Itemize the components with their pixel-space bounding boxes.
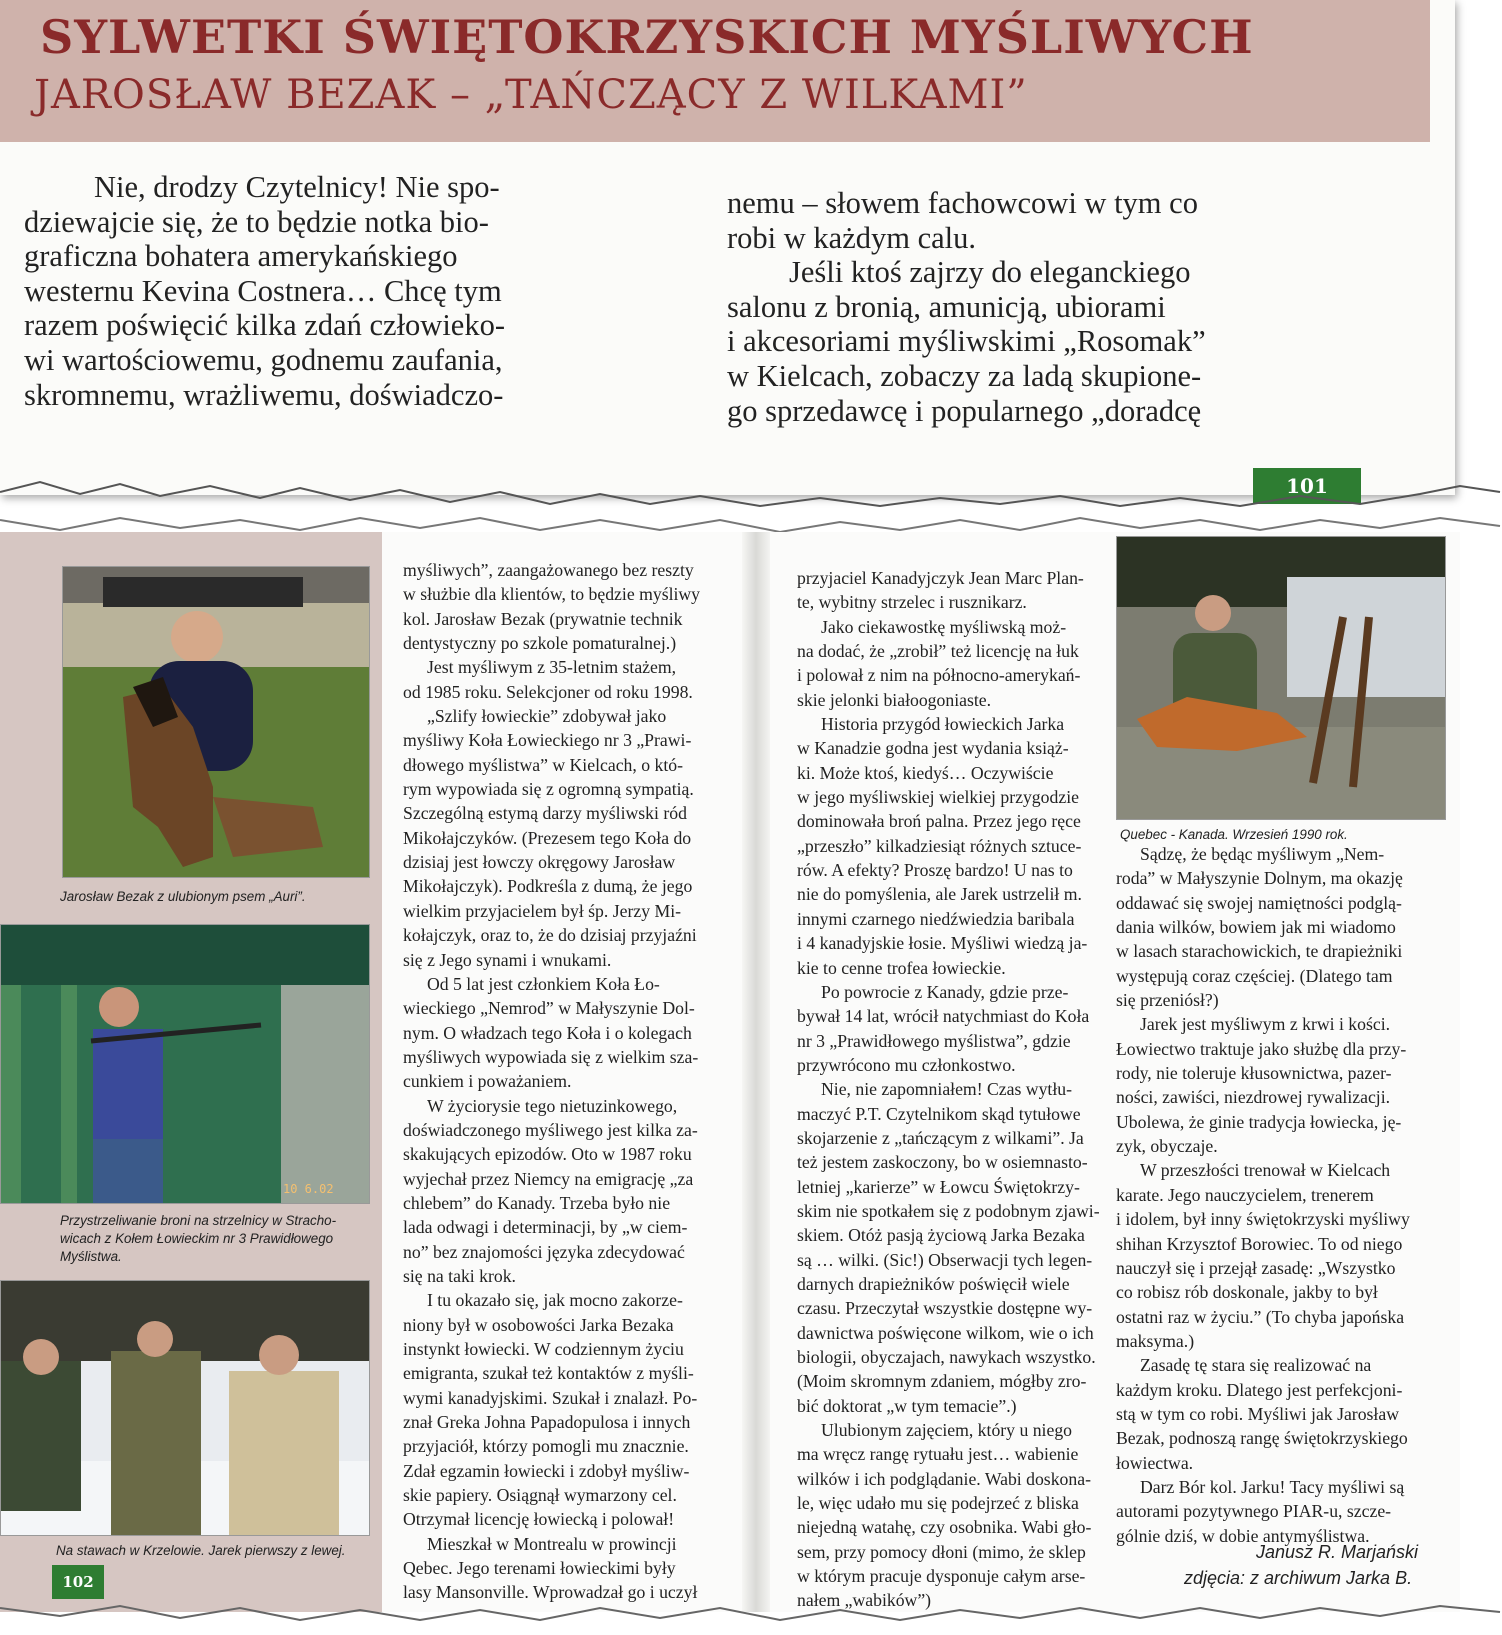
text-line: lada odwagi i determinacji, by „w ciem-	[403, 1217, 688, 1238]
torn-edge	[0, 1598, 1502, 1628]
photo-quebec-fox	[1116, 536, 1446, 820]
text-line: I tu okazało się, jak mocno zakorze-	[427, 1290, 683, 1311]
text-line: instynkt łowiecki. W codziennym życiu	[403, 1339, 684, 1359]
photo-shooting-range	[0, 924, 370, 1204]
text-line: Szczególną estymą darzy myśliwski ród	[403, 803, 687, 824]
text-line: „przeszło” kilkadziesiąt różnych sztuce-	[797, 835, 1082, 856]
text-line: nałem „wabików”)	[797, 1590, 932, 1611]
intro-line: Nie, drodzy Czytelnicy! Nie spo-	[94, 170, 500, 204]
text-line: łowiectwa.	[1116, 1452, 1194, 1473]
text-line: te, wybitny strzelec i rusznikarz.	[797, 592, 1027, 613]
text-line: autorami pozytywnego PIAR-u, szcze-	[1116, 1501, 1392, 1522]
page-number-badge: 101	[1253, 468, 1361, 504]
text-column-3	[1116, 842, 1410, 1548]
text-line: kołajczyk, oraz to, że do dzisiaj przyjaźni	[403, 925, 697, 946]
text-line: darnych drapieżników poświęcił wiele	[797, 1273, 1070, 1294]
text-line: wymi kanadyjskimi. Szukał i znalazł. Po-	[403, 1387, 698, 1408]
intro-line: skromnemu, wrażliwemu, doświadczo-	[24, 377, 504, 412]
text-line: się przeniósł?)	[1116, 990, 1219, 1011]
text-line: czasu. Przeczytał wszystkie dostępne wy-	[797, 1298, 1093, 1319]
text-line: znał Greka Johna Papadopulosa i innych	[403, 1412, 691, 1433]
text-line: Bezak, podnoszą rangę świętokrzyskiego	[1116, 1428, 1408, 1449]
intro-right-column	[727, 186, 1367, 428]
text-line: dania wilków, bowiem jak mi wiadomo	[1116, 917, 1396, 938]
text-line: od 1985 roku. Selekcjoner od roku 1998.	[403, 681, 693, 702]
text-line: ma wręcz rangę rytuału jest… wabienie	[797, 1444, 1079, 1465]
text-line: Historia przygód łowieckich Jarka	[821, 714, 1065, 735]
intro-line: Jeśli ktoś zajrzy do eleganckiego	[789, 255, 1191, 290]
text-line: i idolem, był inny świętokrzyski myśliwy	[1116, 1209, 1410, 1230]
gutter	[742, 532, 770, 1612]
text-line: niejedną watahę, czy osobnika. Wabi gło-	[797, 1517, 1092, 1538]
text-line: Darz Bór kol. Jarku! Tacy myśliwi są	[1140, 1476, 1405, 1497]
author-name: Janusz R. Marjański	[1256, 1542, 1419, 1562]
text-line: maczyć P.T. Czytelnikom skąd tytułowe	[797, 1103, 1081, 1124]
text-line: (Moim skromnym zdaniem, mógłby zro-	[797, 1371, 1087, 1392]
text-line: W przeszłości trenował w Kielcach	[1140, 1160, 1391, 1181]
text-line: Jako ciekawostkę myśliwską moż-	[821, 616, 1067, 637]
text-line: skie jelonki białoogoniaste.	[797, 689, 992, 710]
text-line: w Kanadzie godna jest wydania książ-	[797, 738, 1069, 759]
text-line: karate. Jego nauczycielem, trenerem	[1116, 1184, 1374, 1205]
text-line: innymi czarnego niedźwiedzia baribala	[797, 908, 1075, 929]
text-line: przyjaciel Kanadyjczyk Jean Marc Plan-	[797, 568, 1084, 588]
text-line: Jarek jest myśliwym z krwi i kości.	[1140, 1014, 1391, 1035]
text-line: maksyma.)	[1116, 1330, 1195, 1351]
photo-caption: Na stawach w Krzelowie. Jarek pierwszy z lewej.	[56, 1543, 346, 1558]
text-line: dominowała broń palna. Przez jego ręce	[797, 811, 1081, 832]
text-line: wieckiego „Nemrod” w Małyszynie Dol-	[403, 998, 695, 1019]
text-line: oddawać się swojej namiętności podglą-	[1116, 892, 1402, 913]
text-line: w lasach starachowickich, te drapieżniki	[1116, 941, 1403, 962]
photo-caption: Jarosław Bezak z ulubionym psem „Auri”.	[60, 889, 306, 904]
text-line: niony był w osobowości Jarka Bezaka	[403, 1314, 674, 1335]
text-line: nauczył się i przejął zasadę: „Wszystko	[1116, 1257, 1396, 1278]
text-line: doświadczonego myśliwego jest kilka za-	[403, 1119, 698, 1140]
intro-left-column	[24, 170, 664, 412]
text-line: są … wilki. (Sic!) Obserwacji tych legen-	[797, 1249, 1093, 1270]
photo-date-stamp: 10 6.02	[283, 1182, 334, 1196]
text-line: Od 5 lat jest członkiem Koła Ło-	[427, 973, 660, 994]
text-line: Jest myśliwym z 35-letnim stażem,	[427, 657, 677, 678]
text-line: rów. A efekty? Proszę bardzo! U nas to	[797, 860, 1073, 881]
text-line: występują coraz częściej. (Dlatego tam	[1116, 965, 1393, 986]
text-line: sem, przy pomocy dłoni (mimo, że sklep	[797, 1541, 1086, 1562]
text-line: Qebec. Jego terenami łowieckimi były	[403, 1558, 676, 1579]
photo-caption: Quebec - Kanada. Wrzesień 1990 rok.	[1120, 827, 1348, 842]
text-line: gólnie dziś, w dobie antymyślistwa.	[1116, 1525, 1370, 1546]
text-line: stą w tym co robi. Myśliwi jak Jarosław	[1116, 1403, 1399, 1424]
text-line: w którym pracuje dysponuje całym arse-	[797, 1566, 1086, 1587]
text-line: dzisiaj jest łowczy okręgowy Jarosław	[403, 852, 676, 873]
text-line: skim nie spotkałem się z podobnym zjawi-	[797, 1200, 1100, 1221]
text-line: nym. O władzach tego Koła i o kolegach	[403, 1022, 692, 1043]
text-line: Ulubionym zajęciem, który u niego	[821, 1420, 1073, 1441]
text-line: dłowego myślistwa” w Kielcach, o któ-	[403, 754, 683, 775]
caption-line: Myślistwa.	[60, 1249, 122, 1264]
text-line: Łowiectwo traktuje jako służbę dla przy-	[1116, 1038, 1407, 1059]
text-line: bić doktorat „w tym temacie”.)	[797, 1395, 1017, 1416]
text-line: nr 3 „Prawidłowego myślistwa”, gdzie	[797, 1030, 1071, 1051]
intro-line: graficzna bohatera amerykańskiego	[24, 239, 458, 274]
text-line: biologii, obyczajach, nawykach wszystko.	[797, 1347, 1096, 1367]
text-line: letniej „karierze” w Łowcu Świętokrzy-	[797, 1176, 1080, 1197]
text-line: co robisz rób doskonale, jakby to był	[1116, 1282, 1378, 1303]
photos-credit: zdjęcia: z archiwum Jarka B.	[1184, 1568, 1413, 1588]
text-line: Nie, nie zapomniałem! Czas wytłu-	[821, 1079, 1072, 1100]
caption-line: Przystrzeliwanie broni na strzelnicy w Stracho-	[60, 1213, 337, 1228]
text-line: no” bez znajomości języka zdecydować	[403, 1241, 685, 1262]
text-line: przywrócono mu członkostwo.	[797, 1054, 1016, 1075]
text-line: dawnictwa poświęcone wilkom, wie o ich	[797, 1322, 1094, 1343]
text-line: bywał 14 lat, wrócił natychmiast do Koła	[797, 1006, 1090, 1027]
torn-edge	[0, 476, 1502, 516]
text-line: na dodać, że „zrobił” też licencję na łuk	[797, 641, 1079, 662]
text-line: Mikołajczyk). Podkreśla z dumą, że jego	[403, 876, 693, 897]
text-line: nie do pomyślenia, ale Jarek ustrzelił m.	[797, 884, 1082, 905]
text-line: wielkim przyjacielem był śp. Jerzy Mi-	[403, 900, 682, 921]
intro-line: nemu – słowem fachowcowi w tym co	[727, 186, 1198, 220]
text-line: skiem. Otóż pasją życiową Jarka Bezaka	[797, 1225, 1085, 1246]
intro-line: dziewajcie się, że to będzie notka bio-	[24, 204, 489, 239]
photo-winter-hunters	[0, 1280, 370, 1536]
text-line: kie to cenne trofea łowieckie.	[797, 957, 1006, 978]
caption-line: wicach z Kołem Łowieckim nr 3 Prawidłowego	[60, 1231, 334, 1246]
text-line: chlebem” do Kanady. Trzeba było nie	[403, 1192, 671, 1213]
text-line: Ubolewa, że ginie tradycja łowiecka, ję-	[1116, 1111, 1402, 1132]
intro-line: w Kielcach, zobaczy za ladą skupione-	[727, 358, 1202, 393]
text-line: wyjechał przez Niemcy na emigrację „za	[403, 1168, 694, 1189]
photo-caption	[60, 1212, 336, 1266]
intro-line: go sprzedawcę i popularnego „doradcę	[727, 393, 1202, 428]
text-line: ki. Może ktoś, kiedyś… Oczywiście	[797, 762, 1054, 783]
text-line: się na taki krok.	[403, 1265, 516, 1286]
intro-line: i akcesoriami myśliwskimi „Rosomak”	[727, 324, 1206, 359]
text-line: zyk, obyczaje.	[1116, 1136, 1218, 1157]
text-line: też jestem zaskoczony, bo w osiemnasto-	[797, 1152, 1088, 1173]
text-line: rym wypowiada się z ogromną sympatią.	[403, 779, 694, 800]
text-line: i 4 kanadyjskie łosie. Myśliwi wiedzą ja-	[797, 933, 1088, 954]
text-line: W życiorysie tego nietuzinkowego,	[427, 1095, 678, 1116]
text-line: roda” w Małyszynie Dolnym, ma okazję	[1116, 868, 1403, 889]
text-line: myśliwych”, zaangażowanego bez reszty	[403, 560, 694, 580]
text-line: Po powrocie z Kanady, gdzie prze-	[821, 981, 1069, 1002]
text-line: przyjaciół, którzy pomogli mu znacznie.	[403, 1436, 689, 1457]
text-line: „Szlify łowieckie” zdobywał jako	[427, 706, 667, 727]
text-line: cunkiem i poważaniem.	[403, 1071, 572, 1092]
intro-line: westernu Kevina Costnera… Chcę tym	[24, 273, 502, 308]
text-line: każdym kroku. Dlatego jest perfekcjoni-	[1116, 1379, 1403, 1400]
text-line: rody, nie toleruje kłusownictwa, pazer-	[1116, 1063, 1392, 1084]
text-column-2	[797, 566, 1100, 1613]
intro-line: razem poświęcić kilka zdań człowieko-	[24, 308, 506, 343]
text-line: kol. Jarosław Bezak (prywatnie technik	[403, 608, 683, 629]
text-line: le, więc udało mu się podejrzeć z bliska	[797, 1493, 1079, 1514]
text-line: myśliwy Koła Łowieckiego nr 3 „Prawi-	[403, 730, 692, 751]
text-line: wilków i ich podglądanie. Wabi doskona-	[797, 1468, 1091, 1489]
text-line: skakujących epizodów. Oto w 1987 roku	[403, 1144, 692, 1165]
text-line: się z Jego synami i wnukami.	[403, 949, 612, 970]
text-line: Zasadę tę stara się realizować na	[1140, 1355, 1372, 1376]
page-number-badge: 102	[52, 1565, 104, 1599]
text-line: ostatni raz w życiu.” (To chyba japońska	[1116, 1306, 1405, 1327]
text-line: skie papiery. Osiągnął wymarzony cel.	[403, 1485, 677, 1506]
text-line: w służbie dla klientów, to będzie myśliwy	[403, 584, 701, 605]
text-line: i polował z nim na północno-amerykań-	[797, 665, 1081, 686]
text-column-1	[403, 558, 700, 1605]
intro-line: wi wartościowemu, godnemu zaufania,	[24, 342, 503, 377]
text-line: emigranta, szukał też kontaktów z myśli-	[403, 1363, 694, 1384]
intro-line: salonu z bronią, amunicją, ubiorami	[727, 289, 1166, 324]
text-line: myśliwych wypowiada się z wielkim sza-	[403, 1046, 699, 1067]
photo-man-with-dog	[62, 566, 370, 878]
text-line: w jego myśliwskiej wielkiej przygodzie	[797, 787, 1079, 808]
text-line: skojarzenie z „tańczącym z wilkami”. Ja	[797, 1127, 1084, 1148]
series-title: SYLWETKI ŚWIĘTOKRZYSKICH MYŚLIWYCH	[40, 10, 1254, 64]
text-line: shihan Krzysztof Borowiec. To od niego	[1116, 1233, 1403, 1254]
text-line: ności, zawiści, niezdrowej rywalizacji.	[1116, 1087, 1391, 1108]
text-line: lasy Mansonville. Wprowadzał go i uczył	[403, 1582, 698, 1603]
text-line: Mieszkał w Montrealu w prowincji	[427, 1533, 677, 1554]
text-line: Mikołajczyków. (Prezesem tego Koła do	[403, 827, 692, 848]
text-line: Zdał egzamin łowiecki i zdobył myśliw-	[403, 1460, 690, 1481]
text-line: Otrzymał licencję łowiecką i polował!	[403, 1509, 675, 1530]
text-line: Sądzę, że będąc myśliwym „Nem-	[1140, 844, 1385, 864]
text-line: dentystyczny po szkole pomaturalnej.)	[403, 633, 677, 654]
article-title: JAROSŁAW BEZAK – „TAŃCZĄCY Z WILKAMI”	[34, 72, 1028, 118]
intro-line: robi w każdym calu.	[727, 220, 977, 255]
